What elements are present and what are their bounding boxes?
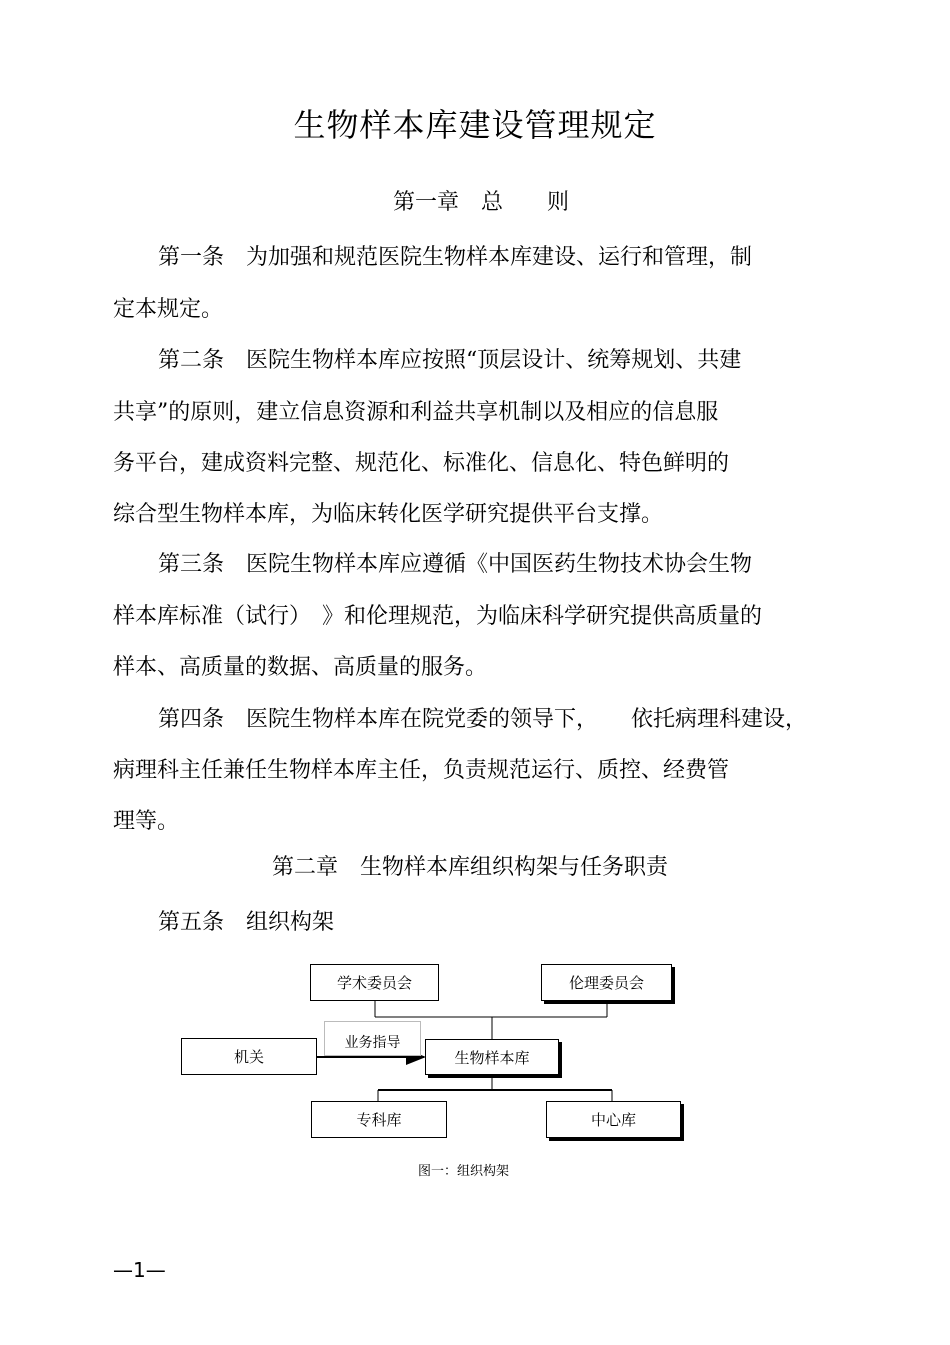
article-2-line-2: 共享”的原则，建立信息资源和利益共享机制以及相应的信息服 [113,400,719,425]
document-title: 生物样本库建设管理规定 [293,106,657,144]
article-2-line-3: 务平台，建成资料完整、规范化、标准化、信息化、特色鲜明的 [113,451,730,476]
article-4-line-3: 理等。 [113,809,180,834]
figure-caption: 图一：组织构架 [418,1164,510,1179]
article-4-line-2: 病理科主任兼任生物样本库主任，负责规范运行、质控、经费管 [113,758,730,783]
ethics-committee-box: 伦理委员会 [541,964,672,1001]
article-2-line-1: 第二条 医院生物样本库应按照“顶层设计、统筹规划、共建 [158,348,742,373]
business-guidance-label: 业务指导 [324,1021,421,1056]
chapter-1-heading: 第一章 总 则 [393,190,570,215]
academic-committee-box: 学术委员会 [310,964,439,1001]
article-1-line-1: 第一条 为加强和规范医院生物样本库建设、运行和管理，制 [158,245,753,270]
specialty-bank-box: 专科库 [311,1101,447,1138]
chapter-2-heading: 第二章 生物样本库组织构架与任务职责 [272,855,669,880]
article-3-line-3: 样本、高质量的数据、高质量的服务。 [113,655,488,680]
article-2-line-4: 综合型生物样本库，为临床转化医学研究提供平台支撑。 [113,502,664,527]
biobank-box: 生物样本库 [425,1039,559,1075]
article-5-heading: 第五条 组织构架 [158,910,335,935]
central-bank-box: 中心库 [546,1101,681,1138]
article-4-line-1: 第四条 医院生物样本库在院党委的领导下， 依托病理科建设， [158,707,808,732]
article-3-line-2: 样本库标准（试行） 》和伦理规范，为临床科学研究提供高质量的 [113,604,763,629]
article-1-line-2: 定本规定。 [113,297,224,322]
organ-box: 机关 [181,1038,317,1075]
article-3-line-1: 第三条 医院生物样本库应遵循《中国医药生物技术协会生物 [158,552,753,577]
page-number: —1— [113,1258,166,1282]
